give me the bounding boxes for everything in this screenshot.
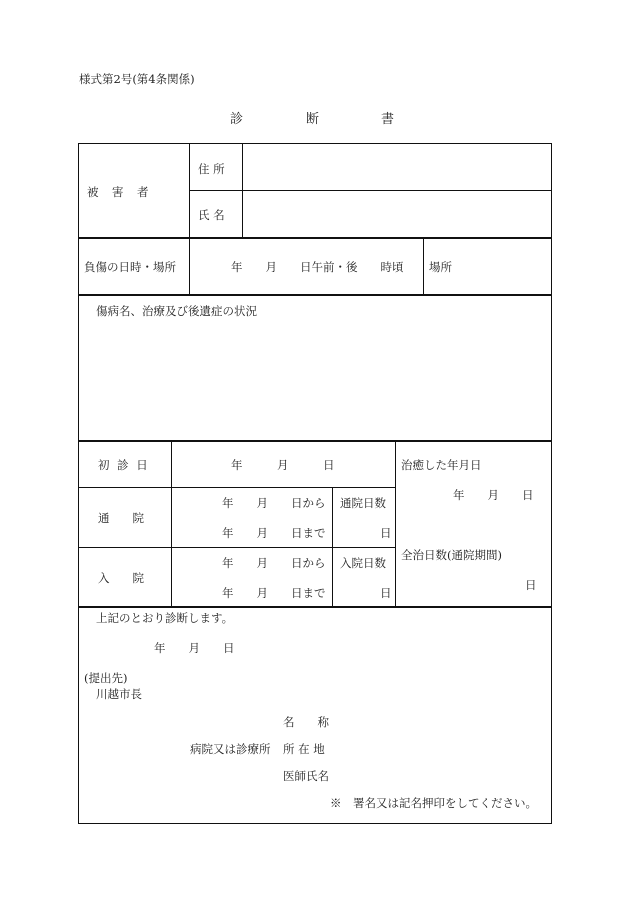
divider-address-name [189,190,552,191]
name-field[interactable] [248,196,546,232]
signature-note: ※ 署名又は記名押印をしてください。 [330,796,537,810]
inpatient-label: 入 院 [98,571,144,585]
outpatient-days-label: 通院日数 [340,496,386,510]
divider-victim-label [189,143,190,239]
form-number: 様式第2号(第4条関係) [79,72,195,86]
outpatient-label: 通 院 [98,511,144,525]
injury-place-label: 場所 [429,260,452,274]
divider-diagnosis-bottom [78,440,552,442]
divider-days-column [332,487,333,607]
total-days-unit: 日 [525,578,537,592]
inpatient-from[interactable]: 年 月 日から [222,556,326,570]
facility-label: 病院又は診療所 [190,742,271,756]
divider-treatment-label [171,441,172,607]
divider-treatment-bottom [78,606,552,608]
divider-victim-bottom [78,237,552,239]
inpatient-days-label: 入院日数 [340,556,386,570]
name-label: 氏 名 [198,208,225,222]
facility-name-field: 名 称 [283,715,329,729]
certification-statement: 上記のとおり診断します。 [96,611,234,625]
inpatient-to[interactable]: 年 月 日まで [222,586,326,600]
divider-first-visit-bottom [78,487,395,488]
certification-date[interactable]: 年 月 日 [154,641,235,655]
inpatient-days-unit: 日 [380,586,392,600]
divider-address-label [242,143,243,239]
diagnosis-label: 傷病名、治療及び後遺症の状況 [96,304,257,318]
cure-date-label: 治癒した年月日 [401,458,482,472]
submit-to-value: 川越市長 [96,687,142,701]
document-title-char-3: 書 [381,112,395,127]
injury-datetime-value[interactable]: 年 月 日午前・後 時頃 [231,260,404,274]
total-days-label: 全治日数(通院期間) [401,548,502,562]
document-title-char-2: 断 [306,112,320,127]
divider-injury-bottom [78,294,552,296]
divider-place [423,238,424,295]
injury-datetime-label: 負傷の日時・場所 [84,260,176,274]
first-visit-label: 初 診 日 [98,458,150,472]
divider-cure-column [395,441,396,607]
divider-injury-label [189,238,190,295]
document-title-char-1: 診 [230,112,244,127]
cure-date-value[interactable]: 年 月 日 [453,488,534,502]
victim-label: 被 害 者 [87,185,150,199]
submit-to-label: (提出先) [84,671,128,685]
outpatient-to[interactable]: 年 月 日まで [222,526,326,540]
outpatient-from[interactable]: 年 月 日から [222,496,326,510]
first-visit-date[interactable]: 年 月 日 [231,458,335,472]
injury-place-field[interactable] [458,248,546,286]
address-field[interactable] [248,150,546,186]
facility-location-field: 所 在 地 [283,742,325,756]
divider-outpatient-bottom [78,547,395,548]
doctor-name-field: 医師氏名 [283,769,329,783]
address-label: 住 所 [198,162,225,176]
outpatient-days-unit: 日 [380,526,392,540]
diagnosis-field[interactable] [84,322,546,434]
